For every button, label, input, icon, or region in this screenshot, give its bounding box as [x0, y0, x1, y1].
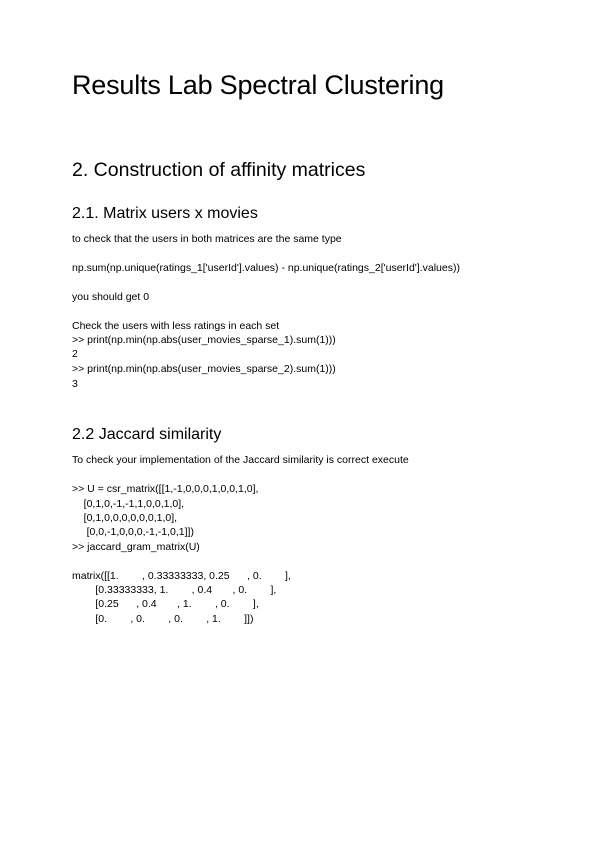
code-line: >> print(np.min(np.abs(user_movies_sparse_1).sum(1)))	[72, 334, 336, 346]
code-np-sum: np.sum(np.unique(ratings_1['userId'].values) - np.unique(ratings_2['userId'].values))	[72, 262, 460, 274]
code-line: >> jaccard_gram_matrix(U)	[72, 541, 200, 553]
subsection-heading-2-2: 2.2 Jaccard similarity	[72, 426, 222, 443]
code-line: >> U = csr_matrix([[1,-1,0,0,0,1,0,0,1,0],	[72, 483, 259, 495]
document-title: Results Lab Spectral Clustering	[72, 70, 444, 100]
matrix-output-line: [0. , 0. , 0. , 1. ]])	[72, 613, 254, 625]
matrix-output-line: [0.33333333, 1. , 0.4 , 0. ],	[72, 584, 277, 596]
code-line: 3	[72, 378, 78, 390]
subsection-heading-2-1: 2.1. Matrix users x movies	[72, 205, 258, 222]
code-line: [0,1,0,-1,-1,1,0,0,1,0],	[72, 498, 185, 510]
matrix-output-line: matrix([[1. , 0.33333333, 0.25 , 0. ],	[72, 570, 291, 582]
section-heading-2: 2. Construction of affinity matrices	[72, 159, 366, 181]
code-line: >> print(np.min(np.abs(user_movies_sparse_2).sum(1)))	[72, 363, 336, 375]
paragraph-jaccard-check: To check your implementation of the Jaccard similarity is correct execute	[72, 454, 409, 466]
paragraph-users-check: to check that the users in both matrices are the same type	[72, 233, 342, 245]
paragraph-expected-zero: you should get 0	[72, 291, 150, 303]
code-line: [0,0,-1,0,0,0,-1,-1,0,1]])	[72, 526, 194, 538]
code-line: [0,1,0,0,0,0,0,0,1,0],	[72, 512, 178, 524]
matrix-output-line: [0.25 , 0.4 , 1. , 0. ],	[72, 598, 259, 610]
code-line: Check the users with less ratings in each set	[72, 320, 280, 332]
code-line: 2	[72, 348, 78, 360]
